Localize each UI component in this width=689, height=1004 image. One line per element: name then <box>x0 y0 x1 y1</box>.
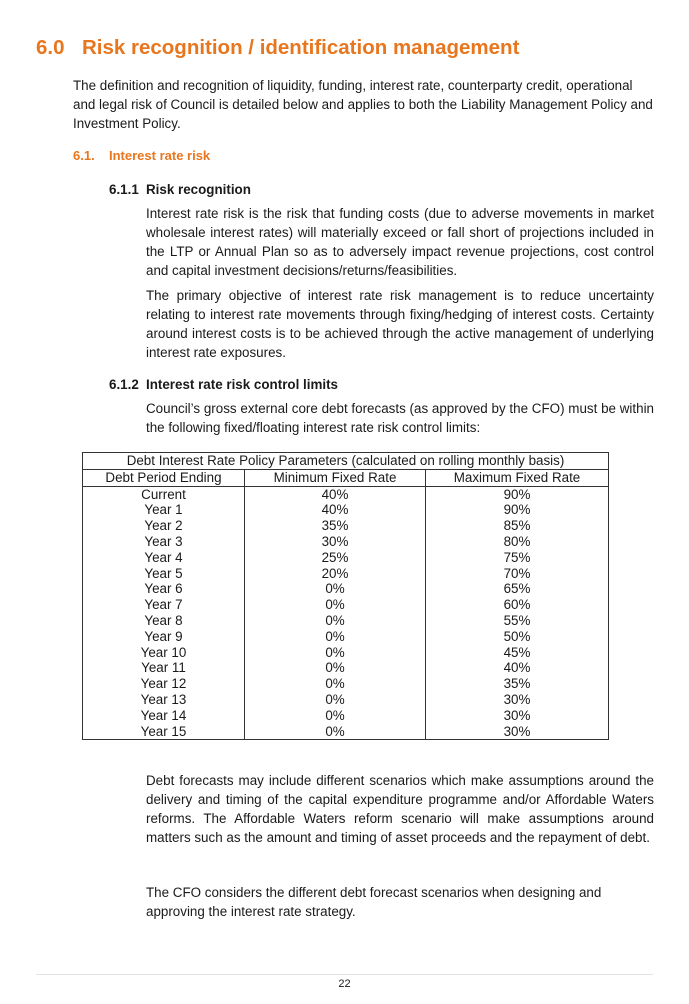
subsection-number: 6.1.2 <box>109 377 139 392</box>
risk-recognition-paragraph-1: Interest rate risk is the risk that funding costs (due to adverse movements in market wholesale interest rates) will materially exceed or fall short of projections included in the LTP or Annual Plan so as to adversely impact revenue projections, cost control and capital investment decisions/returns/feasibilities. <box>146 206 654 278</box>
section-number: 6.0 <box>36 36 65 59</box>
table-cell: 30% <box>426 708 609 724</box>
table-cell: Year 8 <box>83 613 245 629</box>
footer-divider <box>36 974 653 975</box>
table-cell: Year 7 <box>83 597 245 613</box>
table-cell: 0% <box>245 581 426 597</box>
control-limits-intro: Council’s gross external core debt forecasts (as approved by the CFO) must be within the following fixed/floating interest rate risk control limits: <box>146 401 654 435</box>
section-title: Risk recognition / identification management <box>82 36 520 59</box>
table-cell: Year 5 <box>83 566 245 582</box>
subsection-heading-6-1 <box>73 148 210 163</box>
table-cell: Year 12 <box>83 676 245 692</box>
table-row <box>83 566 609 582</box>
column-header: Maximum Fixed Rate <box>426 469 609 486</box>
table-cell: 50% <box>426 629 609 645</box>
table-cell: Year 10 <box>83 645 245 661</box>
table-cell: 60% <box>426 597 609 613</box>
table-cell: 55% <box>426 613 609 629</box>
debt-forecast-paragraph: Debt forecasts may include different scenarios which make assumptions around the delivery and timing of the capital expenditure programme and/or Affordable Waters reforms. The Affordable Waters reform scenario will make assumptions around matters such as the amount and timing of asset proceeds and the repayment of debt. <box>146 773 654 845</box>
table-cell: Year 3 <box>83 534 245 550</box>
table-cell: 30% <box>426 724 609 740</box>
table-cell: 35% <box>426 676 609 692</box>
table-row <box>83 676 609 692</box>
table-cell: 0% <box>245 708 426 724</box>
subsection-title: Interest rate risk control limits <box>146 377 338 392</box>
subsection-title: Risk recognition <box>146 182 251 197</box>
table-cell: Year 4 <box>83 550 245 566</box>
table-cell: 75% <box>426 550 609 566</box>
table-row <box>83 486 609 502</box>
table-cell: Current <box>83 486 245 502</box>
table-row <box>83 581 609 597</box>
table-cell: 85% <box>426 518 609 534</box>
table-cell: 80% <box>426 534 609 550</box>
section-heading <box>36 36 519 60</box>
table-cell: 70% <box>426 566 609 582</box>
table-cell: 0% <box>245 692 426 708</box>
table-row <box>83 518 609 534</box>
subsection-number: 6.1. <box>73 148 95 163</box>
table-cell: 0% <box>245 597 426 613</box>
table-row <box>83 613 609 629</box>
table-row <box>83 629 609 645</box>
table-cell: 40% <box>245 502 426 518</box>
table-cell: 90% <box>426 502 609 518</box>
subsection-heading-6-1-2 <box>109 377 338 392</box>
table-row <box>83 708 609 724</box>
table-row <box>83 645 609 661</box>
table-body <box>83 486 609 740</box>
table-row <box>83 502 609 518</box>
table-cell: Year 14 <box>83 708 245 724</box>
table-cell: 0% <box>245 629 426 645</box>
table-cell: Year 6 <box>83 581 245 597</box>
table-cell: Year 15 <box>83 724 245 740</box>
table-cell: 0% <box>245 660 426 676</box>
table-row <box>83 597 609 613</box>
table-cell: 0% <box>245 645 426 661</box>
page-number: 22 <box>338 978 351 990</box>
table-cell: Year 13 <box>83 692 245 708</box>
table-row <box>83 724 609 740</box>
risk-recognition-paragraph-2: The primary objective of interest rate risk management is to reduce uncertainty relating to interest rate movements through fixing/hedging of interest costs. Certainty around interest costs is to be achieved through the active management of underlying interest rate exposures. <box>146 288 654 360</box>
table-cell: 90% <box>426 486 609 502</box>
table-row <box>83 692 609 708</box>
column-header: Debt Period Ending <box>83 469 245 486</box>
table-cell: 0% <box>245 724 426 740</box>
table-cell: Year 1 <box>83 502 245 518</box>
table-cell: 20% <box>245 566 426 582</box>
intro-paragraph: The definition and recognition of liquidity, funding, interest rate, counterparty credit, operational and legal risk of Council is detailed below and applies to both the Liability Management Policy and Investment Policy. <box>73 78 653 131</box>
table-cell: Year 11 <box>83 660 245 676</box>
table-cell: Year 9 <box>83 629 245 645</box>
table-cell: 30% <box>245 534 426 550</box>
column-header: Minimum Fixed Rate <box>245 469 426 486</box>
subsection-number: 6.1.1 <box>109 182 139 197</box>
table-cell: 65% <box>426 581 609 597</box>
table-cell: Year 2 <box>83 518 245 534</box>
table-cell: 0% <box>245 676 426 692</box>
subsection-title: Interest rate risk <box>109 148 211 163</box>
table-cell: 35% <box>245 518 426 534</box>
table-cell: 40% <box>426 660 609 676</box>
table-cell: 30% <box>426 692 609 708</box>
table-cell: 0% <box>245 613 426 629</box>
cfo-strategy-paragraph: The CFO considers the different debt forecast scenarios when designing and approving the interest rate strategy. <box>146 885 602 919</box>
interest-rate-limits-table <box>82 452 609 740</box>
table-row <box>83 534 609 550</box>
table-cell: 45% <box>426 645 609 661</box>
table-cell: 25% <box>245 550 426 566</box>
subsection-heading-6-1-1 <box>109 182 251 197</box>
table-caption: Debt Interest Rate Policy Parameters (calculated on rolling monthly basis) <box>83 453 609 470</box>
table-row <box>83 550 609 566</box>
table-row <box>83 660 609 676</box>
table-cell: 40% <box>245 486 426 502</box>
